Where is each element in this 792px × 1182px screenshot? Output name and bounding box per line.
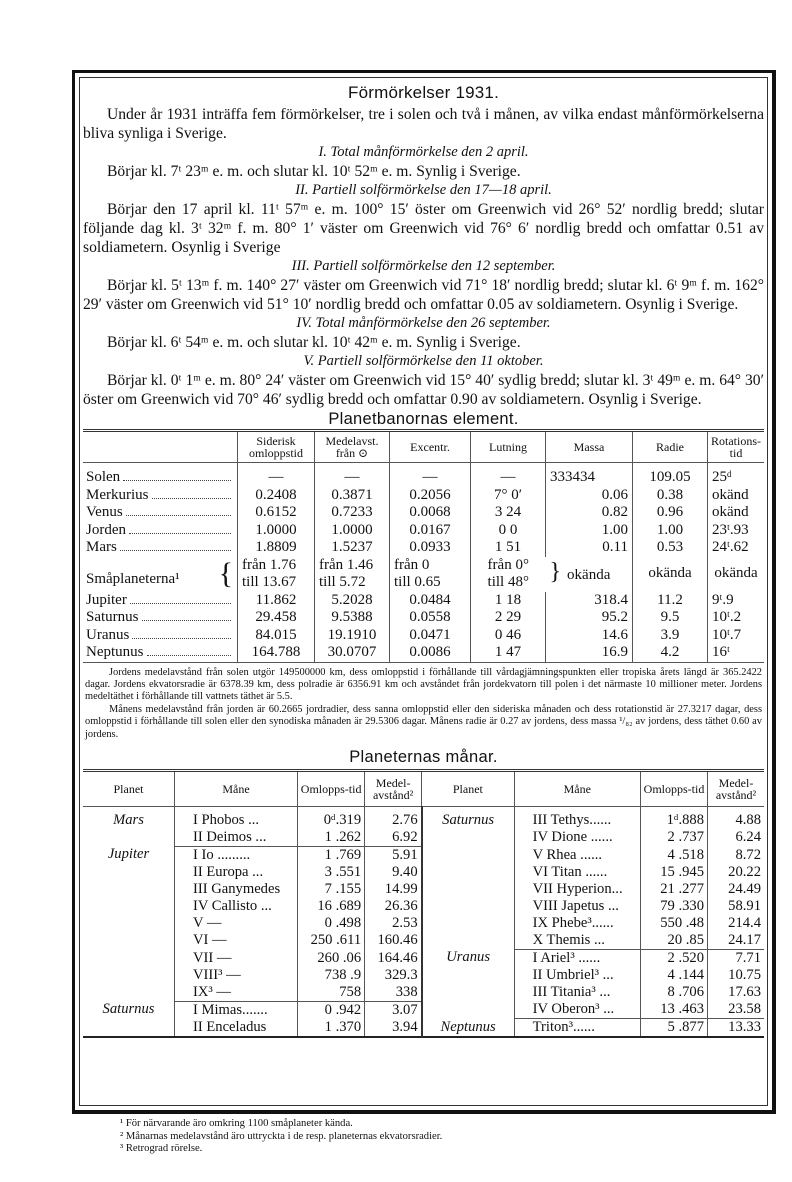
moon-planet-cell: [422, 1001, 515, 1019]
moon-distance-cell: 24.17: [708, 932, 765, 950]
moon-name-cell: V Rhea ......: [514, 846, 640, 864]
eccentricity-cell: [390, 557, 471, 592]
elements-title: Planetbanornas element.: [328, 410, 519, 428]
eccentricity-cell: 0.0167: [390, 522, 471, 540]
inclination-cell: 0 0: [471, 522, 546, 540]
eclipses-title: Förmörkelser 1931.: [348, 83, 499, 102]
rotation-cell: 10ᵗ.7: [708, 627, 765, 645]
table-row: [83, 1001, 764, 1019]
moon-name-cell: IX³ —: [175, 984, 298, 1002]
planet-name-cell: [83, 487, 238, 505]
planet-name-cell: [83, 644, 238, 662]
inclination-cell: 0 46: [471, 627, 546, 645]
table-row: [83, 609, 764, 627]
planet-name-cell: [83, 522, 238, 540]
moon-name-cell: VII Hyperion...: [514, 881, 640, 898]
inclination-cell: 1 51: [471, 539, 546, 557]
moon-name-cell: VII —: [175, 949, 298, 967]
moon-period-cell: 5 .877: [641, 1019, 708, 1038]
dot-leader: [130, 603, 231, 604]
period-cell: 1.8809: [238, 539, 315, 557]
moon-planet-cell: [422, 898, 515, 915]
table-row: [83, 539, 764, 557]
period-cell: —: [238, 463, 315, 487]
moon-period-cell: 1 .370: [298, 1019, 365, 1038]
planet-name-cell: [83, 504, 238, 522]
radius-cell: okända: [633, 557, 708, 592]
radius-cell: 4.2: [633, 644, 708, 662]
moon-planet-cell: [83, 967, 175, 984]
table-row: [83, 627, 764, 645]
eclipse-text: Börjar den 17 april kl. 11ᵗ 57ᵐ e. m. 100° 15′ öster om Greenwich vid 26° 52′ nordlig bredd; slutar följande dag kl. 3ᵗ 32ᵐ f. m. 80° 1′ väster om Greenwich vid 76° 6′ nordlig bredd och omfattar 0.51 av soldiametern. Osynlig i Sverige: [83, 201, 764, 256]
moon-distance-cell: 3.94: [365, 1019, 422, 1038]
planet-name: Jorden: [86, 521, 126, 538]
table-row: [83, 898, 764, 915]
moon-name-cell: I Phobos ...: [175, 806, 298, 829]
radius-cell: 11.2: [633, 592, 708, 610]
table-row: [83, 846, 764, 864]
inclination-cell: [471, 557, 546, 592]
moon-period-cell: 260 .06: [298, 949, 365, 967]
eclipses-intro: Under år 1931 inträffa fem förmörkelser, tre i solen och två i månen, av vilka endast månförmörkelserna bliva synliga i Sverige.: [83, 106, 764, 142]
moon-distance-cell: 160.46: [365, 932, 422, 950]
inclination-cell-from: från 0°: [487, 556, 529, 573]
planet-name-cell: [83, 592, 238, 610]
moon-period-cell: 550 .48: [641, 915, 708, 932]
moon-planet-cell: [422, 967, 515, 984]
moon-planet-cell: [83, 1019, 175, 1038]
moon-planet-cell: Saturnus: [422, 806, 515, 829]
moon-name-cell: V —: [175, 915, 298, 932]
header-mass: Massa: [546, 431, 633, 463]
moon-distance-cell: 2.53: [365, 915, 422, 932]
moon-period-cell: 4 .518: [641, 846, 708, 864]
planet-name: Neptunus: [86, 644, 144, 660]
dot-leader: [147, 655, 232, 656]
note-moon: Månens medelavstånd från jorden är 60.2665 jordradier, dess sanna omloppstid eller den sideriska månaden och dess rotationstid är 27.3217 dagar, dess omloppstid i förhållande till solen eller den synodiska månaden är 29.5306 dagar. Månens radie är 0.27 av jordens, dess massa ¹/₈₂ av jordens, dess täthet 0.60 av jordens.: [85, 703, 762, 740]
moon-period-cell: 13 .463: [641, 1001, 708, 1019]
period-cell: 84.015: [238, 627, 315, 645]
inclination-cell: 3 24: [471, 504, 546, 522]
dot-leader: [129, 533, 231, 534]
moon-distance-cell: 20.22: [708, 864, 765, 881]
distance-cell: 0.3871: [315, 487, 390, 505]
eccentricity-cell: 0.0558: [390, 609, 471, 627]
eclipse-heading: IV. Total månförmörkelse den 26 september.: [296, 315, 551, 331]
planet-name-cell: [83, 627, 238, 645]
eccentricity-cell: —: [390, 463, 471, 487]
eccentricity-cell: 0.0086: [390, 644, 471, 662]
distance-cell: 19.1910: [315, 627, 390, 645]
distance-cell-from: från 1.46: [319, 556, 374, 573]
moon-distance-cell: 10.75: [708, 967, 765, 984]
table-row: [83, 1019, 764, 1038]
planet-name: Mars: [86, 539, 117, 555]
header-planet: Planet: [422, 770, 515, 806]
planet-name-cell: [83, 463, 238, 487]
radius-cell: 0.96: [633, 504, 708, 522]
moon-period-cell: 1 .769: [298, 846, 365, 864]
moon-distance-cell: 214.4: [708, 915, 765, 932]
distance-cell: 0.7233: [315, 504, 390, 522]
table-row: [83, 522, 764, 540]
moons-body: [83, 806, 764, 1037]
table-row: [83, 557, 764, 592]
moon-distance-cell: 24.49: [708, 881, 765, 898]
moon-period-cell: 758: [298, 984, 365, 1002]
moon-planet-cell: [422, 881, 515, 898]
moon-name-cell: VI Titan ......: [514, 864, 640, 881]
moon-planet-cell: [422, 915, 515, 932]
moon-period-cell: 15 .945: [641, 864, 708, 881]
inclination-cell: 2 29: [471, 609, 546, 627]
moon-distance-cell: 9.40: [365, 864, 422, 881]
eccentricity-cell: 0.0933: [390, 539, 471, 557]
distance-cell: 1.5237: [315, 539, 390, 557]
planet-name-cell: [83, 609, 238, 627]
period-cell: 29.458: [238, 609, 315, 627]
header-eccentricity: Excentr.: [390, 431, 471, 463]
moon-period-cell: 8 .706: [641, 984, 708, 1002]
dot-leader: [126, 515, 231, 516]
moon-planet-cell: [422, 829, 515, 847]
moon-planet-cell: [83, 864, 175, 881]
table-row: [83, 932, 764, 950]
table-row: [83, 463, 764, 487]
header-moon: Måne: [514, 770, 640, 806]
planet-name-cell: [83, 539, 238, 557]
eclipse-heading: V. Partiell solförmörkelse den 11 oktober.: [303, 353, 544, 369]
moon-name-cell: I Mimas.......: [175, 1001, 298, 1019]
moon-distance-cell: 8.72: [708, 846, 765, 864]
moon-planet-cell: [422, 846, 515, 864]
moon-name-cell: III Tethys......: [514, 806, 640, 829]
moon-name-cell: IV Oberon³ ...: [514, 1001, 640, 1019]
moon-name-cell: VI —: [175, 932, 298, 950]
moon-period-cell: 21 .277: [641, 881, 708, 898]
table-row: [83, 644, 764, 662]
header-inclination: Lutning: [471, 431, 546, 463]
rotation-cell: 16ᵗ: [708, 644, 765, 662]
mass-cell: 318.4: [546, 592, 633, 610]
distance-cell: —: [315, 463, 390, 487]
inclination-cell: 7° 0′: [471, 487, 546, 505]
moon-planet-cell: [422, 932, 515, 950]
moon-name-cell: II Umbriel³ ...: [514, 967, 640, 984]
moon-period-cell: 738 .9: [298, 967, 365, 984]
header-rotation: Rotations-tid: [708, 431, 765, 463]
moon-distance-cell: 329.3: [365, 967, 422, 984]
table-row: [83, 949, 764, 967]
moon-name-cell: VIII³ —: [175, 967, 298, 984]
moon-distance-cell: 2.76: [365, 806, 422, 829]
mass-cell: 0.11: [546, 539, 633, 557]
eclipse-text: Börjar kl. 0ᵗ 1ᵐ e. m. 80° 24′ väster om Greenwich vid 15° 40′ sydlig bredd; slutar kl. 3ᵗ 49ᵐ e. m. 64° 30′ öster om Greenwich vid 70° 46′ sydlig bredd och omfattar 0.90 av soldiametern. Osynlig i Sverige.: [83, 372, 764, 408]
moon-distance-cell: 164.46: [365, 949, 422, 967]
eclipse-heading: I. Total månförmörkelse den 2 april.: [318, 144, 529, 160]
moon-name-cell: II Deimos ...: [175, 829, 298, 847]
table-row: [83, 881, 764, 898]
eclipse-list: [83, 143, 764, 409]
rotation-cell: 9ᵗ.9: [708, 592, 765, 610]
mass-cell: 333434: [546, 463, 633, 487]
distance-cell-to: till 5.72: [319, 574, 366, 590]
moon-name-cell: IV Dione ......: [514, 829, 640, 847]
moon-name-cell: I Io .........: [175, 846, 298, 864]
eclipse-text: Börjar kl. 5ᵗ 13ᵐ f. m. 140° 27′ väster om Greenwich vid 71° 18′ nordlig bredd; slutar kl. 6ᵗ 9ᵐ f. m. 162° 29′ väster om Greenwich vid 51° 10′ nordlig bredd och omfattar 0.05 av soldiametern. Osynlig i Sverige.: [83, 277, 764, 313]
eclipse-heading: II. Partiell solförmörkelse den 17—18 april.: [295, 182, 552, 198]
moon-planet-cell: [83, 898, 175, 915]
rotation-cell: okänd: [708, 487, 765, 505]
moon-name-cell: II Enceladus: [175, 1019, 298, 1038]
header-distance: Medel-avstånd²: [365, 770, 422, 806]
moon-distance-cell: 26.36: [365, 898, 422, 915]
table-row: [83, 984, 764, 1002]
header-period: Omlopps-tid: [298, 770, 365, 806]
table-row: [83, 806, 764, 829]
period-cell-to: till 13.67: [242, 574, 297, 590]
eccentricity-cell: 0.0471: [390, 627, 471, 645]
moon-distance-cell: 6.24: [708, 829, 765, 847]
planet-name: Saturnus: [86, 609, 139, 625]
mass-cell: 16.9: [546, 644, 633, 662]
moon-name-cell: I Ariel³ ......: [514, 949, 640, 967]
table-row: [83, 967, 764, 984]
radius-cell: 9.5: [633, 609, 708, 627]
period-cell: 11.862: [238, 592, 315, 610]
moon-period-cell: 250 .611: [298, 932, 365, 950]
eclipse-heading: III. Partiell solförmörkelse den 12 september.: [291, 258, 556, 274]
moon-planet-cell: Neptunus: [422, 1019, 515, 1038]
planet-name: Solen: [86, 469, 121, 485]
moon-period-cell: 0 .498: [298, 915, 365, 932]
planet-elements-table: [83, 429, 764, 663]
moon-period-cell: 20 .85: [641, 932, 708, 950]
moon-period-cell: 1 .262: [298, 829, 365, 847]
period-cell-from: från 1.76: [242, 556, 297, 573]
brace-icon: {: [218, 557, 233, 590]
moon-distance-cell: 5.91: [365, 846, 422, 864]
moon-period-cell: 4 .144: [641, 967, 708, 984]
inclination-cell: —: [471, 463, 546, 487]
moon-planet-cell: [422, 984, 515, 1002]
distance-cell: 1.0000: [315, 522, 390, 540]
header-radius: Radie: [633, 431, 708, 463]
period-cell: 164.788: [238, 644, 315, 662]
radius-cell: 0.53: [633, 539, 708, 557]
moon-distance-cell: 4.88: [708, 806, 765, 829]
dot-leader: [120, 550, 231, 551]
header-moon: Måne: [175, 770, 298, 806]
table-row: [83, 915, 764, 932]
moon-distance-cell: 3.07: [365, 1001, 422, 1019]
eccentricity-cell: 0.0484: [390, 592, 471, 610]
planet-name-cell: [83, 557, 238, 592]
moon-planet-cell: Mars: [113, 811, 144, 828]
moon-period-cell: 7 .155: [298, 881, 365, 898]
moon-planet-cell: Uranus: [422, 949, 515, 967]
mass-cell: 1.00: [546, 522, 633, 540]
moon-name-cell: X Themis ...: [514, 932, 640, 950]
moon-name-cell: III Ganymedes: [175, 881, 298, 898]
mass-cell: 0.82: [546, 504, 633, 522]
mass-cell: 95.2: [546, 609, 633, 627]
moon-distance-cell: 14.99: [365, 881, 422, 898]
inclination-cell: 1 47: [471, 644, 546, 662]
eclipse-text: Börjar kl. 6ᵗ 54ᵐ e. m. och slutar kl. 10ᵗ 42ᵐ e. m. Synlig i Sverige.: [107, 334, 521, 351]
moon-name-cell: II Europa ...: [175, 864, 298, 881]
dot-leader: [123, 480, 231, 481]
table-header-row: [83, 431, 764, 463]
distance-cell: 5.2028: [315, 592, 390, 610]
moon-name-cell: Triton³......: [514, 1019, 640, 1038]
page-frame: [72, 70, 776, 1114]
eccentricity-cell-to: till 0.65: [394, 574, 441, 590]
moon-distance-cell: 58.91: [708, 898, 765, 915]
table-row: [83, 829, 764, 847]
rotation-cell: 25ᵈ: [708, 463, 765, 487]
footnote: ³ Retrograd rörelse.: [120, 1143, 203, 1154]
radius-cell: 3.9: [633, 627, 708, 645]
note-earth: Jordens medelavstånd från solen utgör 149500000 km, dess omloppstid i förhållande till vårdagjämningspunkten eller tropiska årets längd är 365.2422 dagar. Jordens ekvatorsradie är 6378.39 km, dess polradie är 6356.91 km och avståndet från jordekvatorn till polen i det närmaste 10 millioner meter. Jordens medeltäthet i förhållande till vattnets täthet är 5.5.: [85, 666, 762, 703]
header-planet: Planet: [83, 770, 175, 806]
moon-distance-cell: 6.92: [365, 829, 422, 847]
table-row: [83, 504, 764, 522]
moon-distance-cell: 17.63: [708, 984, 765, 1002]
moon-distance-cell: 338: [365, 984, 422, 1002]
moon-period-cell: 1ᵈ.888: [641, 806, 708, 829]
moon-name-cell: III Titania³ ...: [514, 984, 640, 1002]
header-period: Omlopps-tid: [641, 770, 708, 806]
header-period: Siderisk omloppstid: [238, 431, 315, 463]
dot-leader: [132, 638, 231, 639]
rotation-cell: 23ᵗ.93: [708, 522, 765, 540]
rotation-cell: okända: [708, 557, 765, 592]
brace-icon: }: [549, 558, 568, 585]
moon-planet-cell: Saturnus: [102, 1001, 155, 1018]
rotation-cell: 24ᵗ.62: [708, 539, 765, 557]
footnotes: [120, 1118, 442, 1156]
footnote: ² Månarnas medelavstånd äro uttryckta i de resp. planeternas ekvatorsradier.: [120, 1130, 443, 1142]
moon-period-cell: 0 .942: [298, 1001, 365, 1019]
inclination-cell: 1 18: [471, 592, 546, 610]
moon-planet-cell: Jupiter: [107, 846, 150, 863]
elements-notes: [85, 667, 762, 741]
period-cell: [238, 557, 315, 592]
radius-cell: 1.00: [633, 522, 708, 540]
moon-period-cell: 79 .330: [641, 898, 708, 915]
table-header-row: [83, 770, 764, 806]
moons-title: Planeternas månar.: [349, 747, 498, 766]
table-row: [83, 864, 764, 881]
eccentricity-cell: 0.2056: [390, 487, 471, 505]
rotation-cell: okänd: [708, 504, 765, 522]
footnote: ¹ För närvarande äro omkring 1100 småplaneter kända.: [120, 1118, 353, 1129]
moon-period-cell: 2 .520: [641, 949, 708, 967]
moon-period-cell: 3 .551: [298, 864, 365, 881]
moon-name-cell: VIII Japetus ...: [514, 898, 640, 915]
moon-planet-cell: [83, 949, 175, 967]
inclination-cell-to: till 48°: [487, 574, 529, 590]
distance-cell: [315, 557, 390, 592]
table-row: [83, 487, 764, 505]
moon-planet-cell: [83, 932, 175, 950]
period-cell: 1.0000: [238, 522, 315, 540]
moon-name-cell: IX Phebe³......: [514, 915, 640, 932]
rotation-cell: 10ᵗ.2: [708, 609, 765, 627]
period-cell: 0.2408: [238, 487, 315, 505]
mass-value: okända: [567, 566, 611, 583]
planet-name: Uranus: [86, 626, 130, 643]
moons-table: [83, 769, 764, 1039]
planet-name: Småplaneterna¹: [86, 571, 180, 587]
mass-cell: 14.6: [546, 627, 633, 645]
dot-leader: [142, 620, 232, 621]
moon-planet-cell: [83, 881, 175, 898]
moon-planet-cell: [422, 864, 515, 881]
moon-planet-cell: [83, 829, 175, 847]
radius-cell: 109.05: [633, 463, 708, 487]
mass-cell: [546, 557, 633, 592]
header-name: [83, 431, 238, 463]
moon-distance-cell: 23.58: [708, 1001, 765, 1019]
distance-cell: 30.0707: [315, 644, 390, 662]
planet-name: Jupiter: [86, 591, 127, 608]
moon-period-cell: 2 .737: [641, 829, 708, 847]
moon-period-cell: 0ᵈ.319: [298, 806, 365, 829]
eclipse-text: Börjar kl. 7ᵗ 23ᵐ e. m. och slutar kl. 10ᵗ 52ᵐ e. m. Synlig i Sverige.: [107, 163, 521, 180]
eccentricity-cell: 0.0068: [390, 504, 471, 522]
header-distance: Medel-avstånd²: [708, 770, 765, 806]
period-cell: 0.6152: [238, 504, 315, 522]
distance-cell: 9.5388: [315, 609, 390, 627]
moon-planet-cell: [83, 915, 175, 932]
header-distance: Medelavst. från ⊙: [315, 431, 390, 463]
mass-cell: 0.06: [546, 487, 633, 505]
planet-name: Merkurius: [86, 486, 149, 503]
elements-body: [83, 463, 764, 663]
dot-leader: [152, 498, 232, 499]
eccentricity-cell-from: från 0: [394, 556, 430, 573]
table-row: [83, 592, 764, 610]
radius-cell: 0.38: [633, 487, 708, 505]
planet-name: Venus: [86, 504, 123, 520]
moon-distance-cell: 7.71: [708, 949, 765, 967]
moon-period-cell: 16 .689: [298, 898, 365, 915]
moon-planet-cell: [83, 984, 175, 1002]
moon-distance-cell: 13.33: [708, 1019, 765, 1038]
moon-name-cell: IV Callisto ...: [175, 898, 298, 915]
page-content: [83, 79, 764, 1038]
